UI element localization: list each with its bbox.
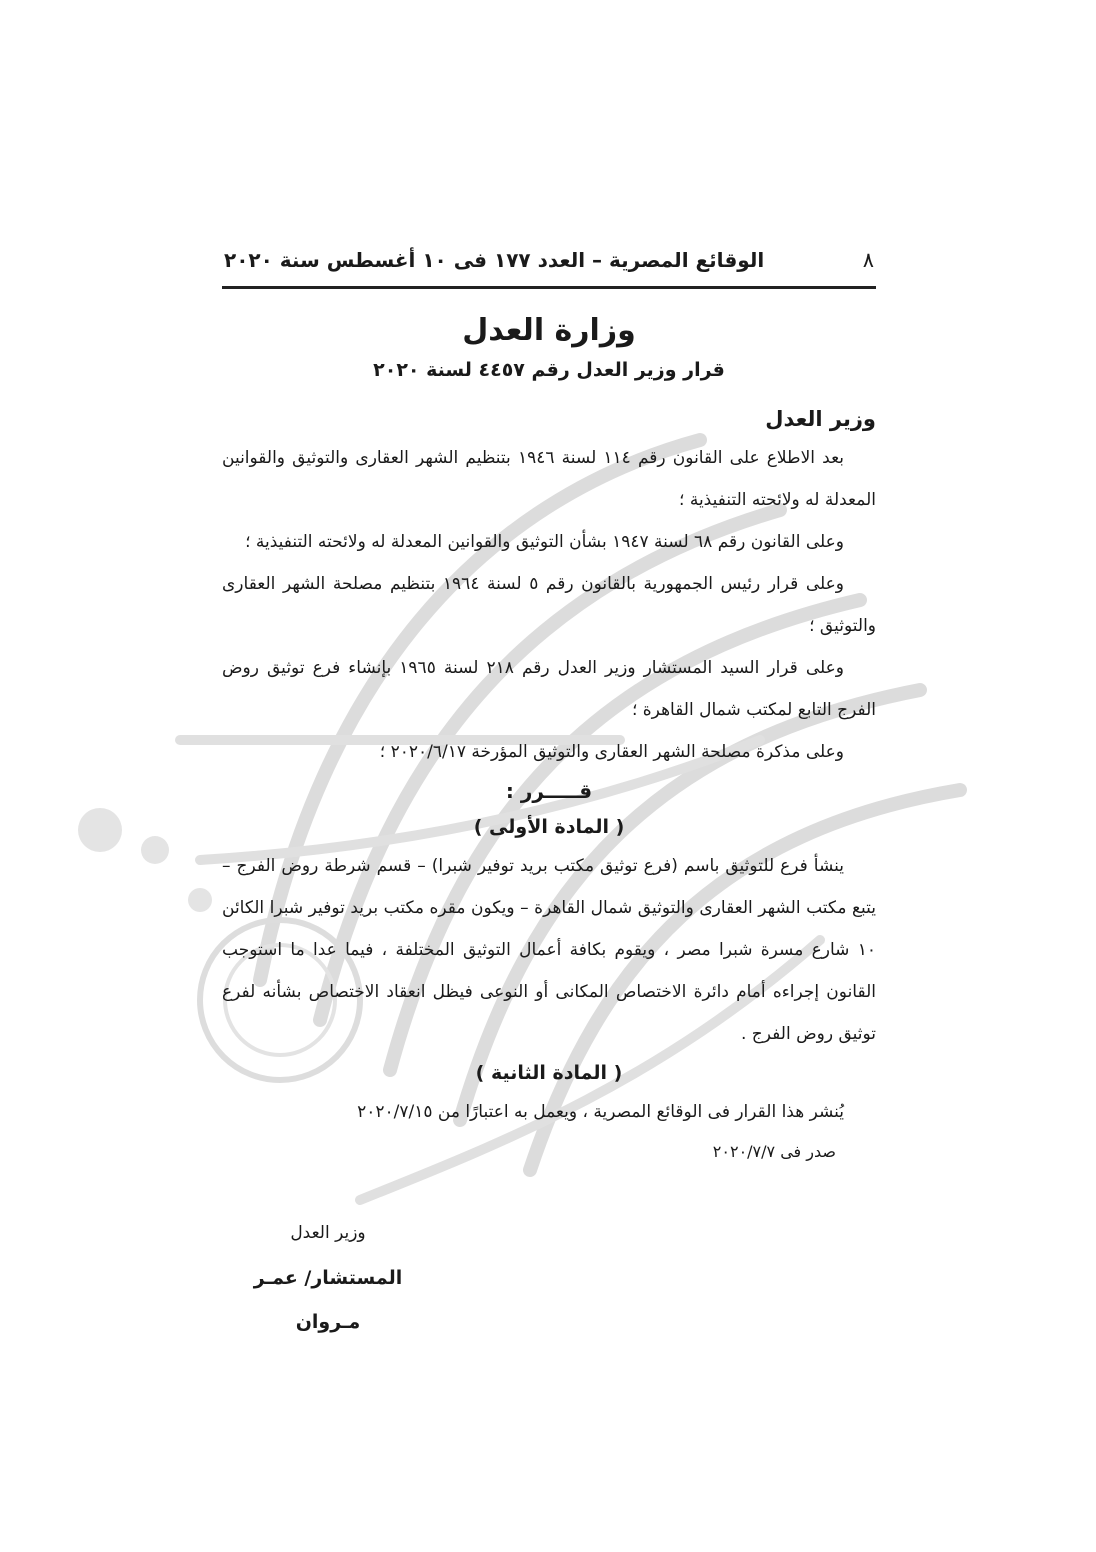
preamble-item: وعلى قرار السيد المستشار وزير العدل رقم ٢١٨ لسنة ١٩٦٥ بإنشاء فرع توثيق روض الفرج التابع لمكتب شمال القاهرة ؛: [222, 658, 876, 720]
article-2-text: يُنشر هذا القرار فى الوقائع المصرية ، ويعمل به اعتبارًا من ٢٠٢٠/٧/١٥: [357, 1102, 844, 1122]
preamble-item: وعلى القانون رقم ٦٨ لسنة ١٩٤٧ بشأن التوثيق والقوانين المعدلة له ولائحته التنفيذية ؛: [245, 532, 844, 552]
publication-header: الوقائع المصرية – العدد ١٧٧ فى ١٠ أغسطس سنة ٢٠٢٠: [224, 248, 765, 272]
signature-block: [228, 1218, 428, 1344]
signatory-name: المستشار/ عمـر مـروان: [253, 1267, 403, 1333]
signatory-title: وزير العدل: [290, 1223, 366, 1243]
decided-label: قـــــرر :: [505, 779, 593, 803]
document-body: [222, 248, 876, 1171]
minister-heading: وزير العدل: [765, 407, 876, 431]
page-number: ٨: [862, 248, 874, 272]
page-header: [222, 248, 876, 289]
decision-title: قرار وزير العدل رقم ٤٤٥٧ لسنة ٢٠٢٠: [373, 359, 725, 381]
ministry-title: وزارة العدل: [462, 313, 636, 348]
issued-date: صدر فى ٢٠٢٠/٧/٧: [712, 1142, 836, 1161]
preamble-item: وعلى مذكرة مصلحة الشهر العقارى والتوثيق المؤرخة ٢٠٢٠/٦/١٧ ؛: [379, 742, 844, 762]
preamble-item: وعلى قرار رئيس الجمهورية بالقانون رقم ٥ لسنة ١٩٦٤ بتنظيم مصلحة الشهر العقارى والتوثيق ؛: [222, 574, 876, 636]
article-2-title: ( المادة الثانية ): [475, 1062, 623, 1084]
article-1-text: ينشأ فرع للتوثيق باسم (فرع توثيق مكتب بريد توفير شبرا) – قسم شرطة روض الفرج – يتبع مكتب الشهر العقارى والتوثيق شمال القاهرة – ويكون مقره مكتب بريد توفير شبرا الكائن ١٠ شارع مسرة شبرا مصر ، ويقوم بكافة أعمال التوثيق المختلفة ، فيما عدا ما استوجب القانون إجراءه أمام دائرة الاختصاص المكانى أو النوعى فيظل انعقاد الاختصاص بشأنه لفرع توثيق روض الفرج .: [222, 856, 876, 1044]
article-1-title: ( المادة الأولى ): [473, 816, 625, 838]
preamble-item: بعد الاطلاع على القانون رقم ١١٤ لسنة ١٩٤٦ بتنظيم الشهر العقارى والتوثيق والقوانين المعدلة له ولائحته التنفيذية ؛: [222, 448, 876, 510]
